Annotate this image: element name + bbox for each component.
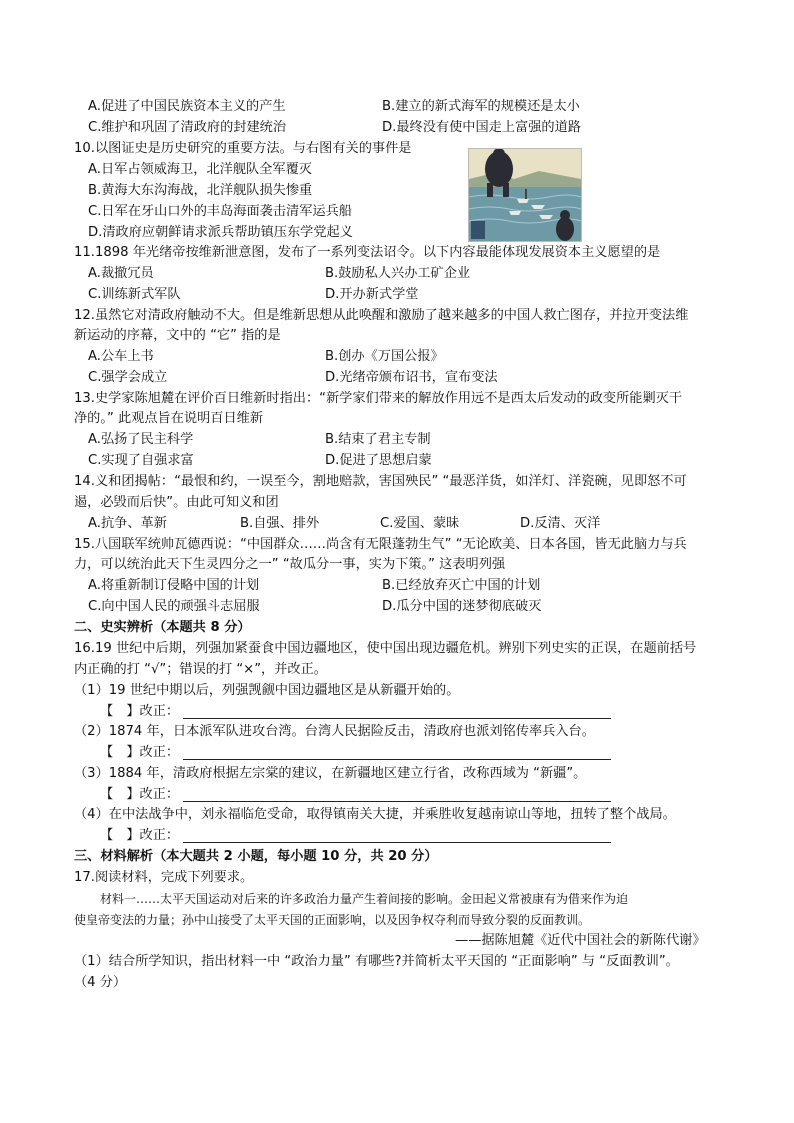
q14-stem-line1: 14.义和团揭帖：“最恨和约，一误至今，割地赔款，害国殃民” “最恶洋货，如洋灯、洋瓷碗，见即怒不可: [74, 474, 687, 489]
q17-material-line2: 使皇帝变法的力量；孙中山接受了太平天国的正面影响，以及因争权夺利而导致分裂的反面教训。: [74, 913, 591, 927]
q12-option-d: D.光绪帝颁布诏书，宣布变法: [325, 370, 498, 385]
q10-option-b: B.黄海大东沟海战，北洋舰队损失惨重: [88, 183, 313, 198]
q12-option-b: B.创办《万国公报》: [325, 349, 444, 364]
q15-option-c: C.向中国人民的顽强斗志屈服: [88, 599, 260, 614]
q16-stem-line1: 16.19 世纪中后期，列强加紧蚕食中国边疆地区，使中国出现边疆危机。辨别下列史实的正误，在题前括号: [74, 641, 697, 656]
q9-option-c: C.维护和巩固了清政府的封建统治: [88, 120, 287, 135]
q16-item-2-fix-label: 【 】改正：: [100, 745, 180, 760]
q15-stem-line2: 力，可以统治此天下生灵四分之一” “故瓜分一事，实为下策。” 这表明列强: [74, 557, 506, 572]
q13-option-a: A.弘扬了民主科学: [88, 432, 194, 447]
q16-stem-line2: 内正确的打 “√”；错误的打 “×”，并改正。: [74, 662, 327, 677]
q11-option-d: D.开办新式学堂: [325, 287, 419, 302]
q13-option-b: B.结束了君主专制: [325, 432, 431, 447]
q11-option-a: A.裁撤冗员: [88, 266, 154, 281]
q16-item-2-answer-line[interactable]: [183, 759, 611, 760]
q15-option-b: B.已经放弃灭亡中国的计划: [382, 578, 541, 593]
section2-heading: 二、史实辨析（本题共 8 分）: [74, 620, 251, 635]
q16-item-3-answer-line[interactable]: [183, 801, 611, 802]
q12-option-c: C.强学会成立: [88, 370, 168, 385]
q10-option-d: D.清政府应朝鲜请求派兵帮助镇压东学党起义: [88, 225, 353, 240]
q16-item-4: （4）在中法战争中，刘永福临危受命，取得镇南关大捷，并乘胜收复越南谅山等地，扭转了整个战局。: [74, 807, 676, 822]
q17-material-source: ——据陈旭麓《近代中国社会的新陈代谢》: [455, 933, 706, 948]
q14-option-c: C.爱国、蒙昧: [380, 516, 460, 531]
q14-option-b: B.自强、排外: [240, 516, 320, 531]
q16-item-3: （3）1884 年，清政府根据左宗棠的建议，在新疆地区建立行省，改称西域为 “新疆”。: [74, 766, 587, 781]
q11-option-c: C.训练新式军队: [88, 287, 181, 302]
q9-option-a: A.促进了中国民族资本主义的产生: [88, 99, 286, 114]
q16-item-4-fix-label: 【 】改正：: [100, 828, 180, 843]
q9-option-b: B.建立的新式海军的规模还是太小: [382, 99, 580, 114]
q13-option-d: D.促进了思想启蒙: [325, 453, 432, 468]
q10-stem: 10.以图证史是历史研究的重要方法。与右图有关的事件是: [74, 141, 412, 156]
q14-option-a: A.抗争、革新: [88, 516, 167, 531]
q17-material-line1: 材料一……太平天国运动对后来的许多政治力量产生着间接的影响。金田起义常被康有为借来作为迫: [100, 892, 629, 906]
q17-subquestion-1-score: （4 分）: [74, 975, 127, 990]
q16-item-1-answer-line[interactable]: [183, 718, 611, 719]
q11-stem: 11.1898 年光绪帝按维新泄意图，发布了一系列变法诏令。以下内容最能体现发展资本主义愿望的是: [74, 245, 661, 260]
q14-stem-line2: 遏，必毁而后快”。由此可知义和团: [74, 495, 279, 510]
q14-option-d: D.反清、灭洋: [520, 516, 601, 531]
q15-stem-line1: 15.八国联军统帅瓦德西说：“中国群众……尚含有无限蓬勃生气” “无论欧美、日本各国，皆无此脑力与兵: [74, 537, 687, 552]
q16-item-3-fix-label: 【 】改正：: [100, 787, 180, 802]
q17-stem: 17.阅读材料，完成下列要求。: [74, 870, 254, 885]
q16-item-1: （1）19 世纪中期以后，列强觊觎中国边疆地区是从新疆开始的。: [74, 683, 460, 698]
q13-stem-line1: 13.史学家陈旭麓在评价百日维新时指出：“新学家们带来的解放作用远不是西太后发动的政变所能剿灭干: [74, 391, 683, 406]
q13-option-c: C.实现了自强求富: [88, 453, 194, 468]
q15-option-d: D.瓜分中国的迷梦彻底破灭: [382, 599, 542, 614]
q16-item-1-fix-label: 【 】改正：: [100, 704, 180, 719]
section3-heading: 三、材料解析（本大题共 2 小题，每小题 10 分，共 20 分）: [74, 849, 438, 864]
q12-stem-line1: 12.虽然它对清政府触动不大。但是维新思想从此唤醒和激励了越来越多的中国人救亡图存，并拉开变法维: [74, 308, 689, 323]
q12-option-a: A.公车上书: [88, 349, 154, 364]
sino-japanese-war-woodblock-print: [468, 148, 582, 242]
q16-item-4-answer-line[interactable]: [183, 842, 611, 843]
q10-option-a: A.日军占领威海卫，北洋舰队全军覆灭: [88, 162, 312, 177]
q13-stem-line2: 净的。” 此观点旨在说明百日维新: [74, 411, 264, 426]
q11-option-b: B.鼓励私人兴办工矿企业: [325, 266, 471, 281]
q15-option-a: A.将重新制订侵略中国的计划: [88, 578, 260, 593]
q17-subquestion-1: （1）结合所学知识，指出材料一中 “政治力量” 有哪些?并简析太平天国的 “正面影响” 与 “反面教训”。: [74, 954, 679, 969]
q9-option-d: D.最终没有使中国走上富强的道路: [382, 120, 581, 135]
q10-option-c: C.日军在牙山口外的丰岛海面袭击清军运兵船: [88, 204, 352, 219]
q12-stem-line2: 新运动的序幕，文中的 “它” 指的是: [74, 328, 281, 343]
q16-item-2: （2）1874 年，日本派军队进攻台湾。台湾人民据险反击，清政府也派刘铭传率兵入台。: [74, 724, 595, 739]
